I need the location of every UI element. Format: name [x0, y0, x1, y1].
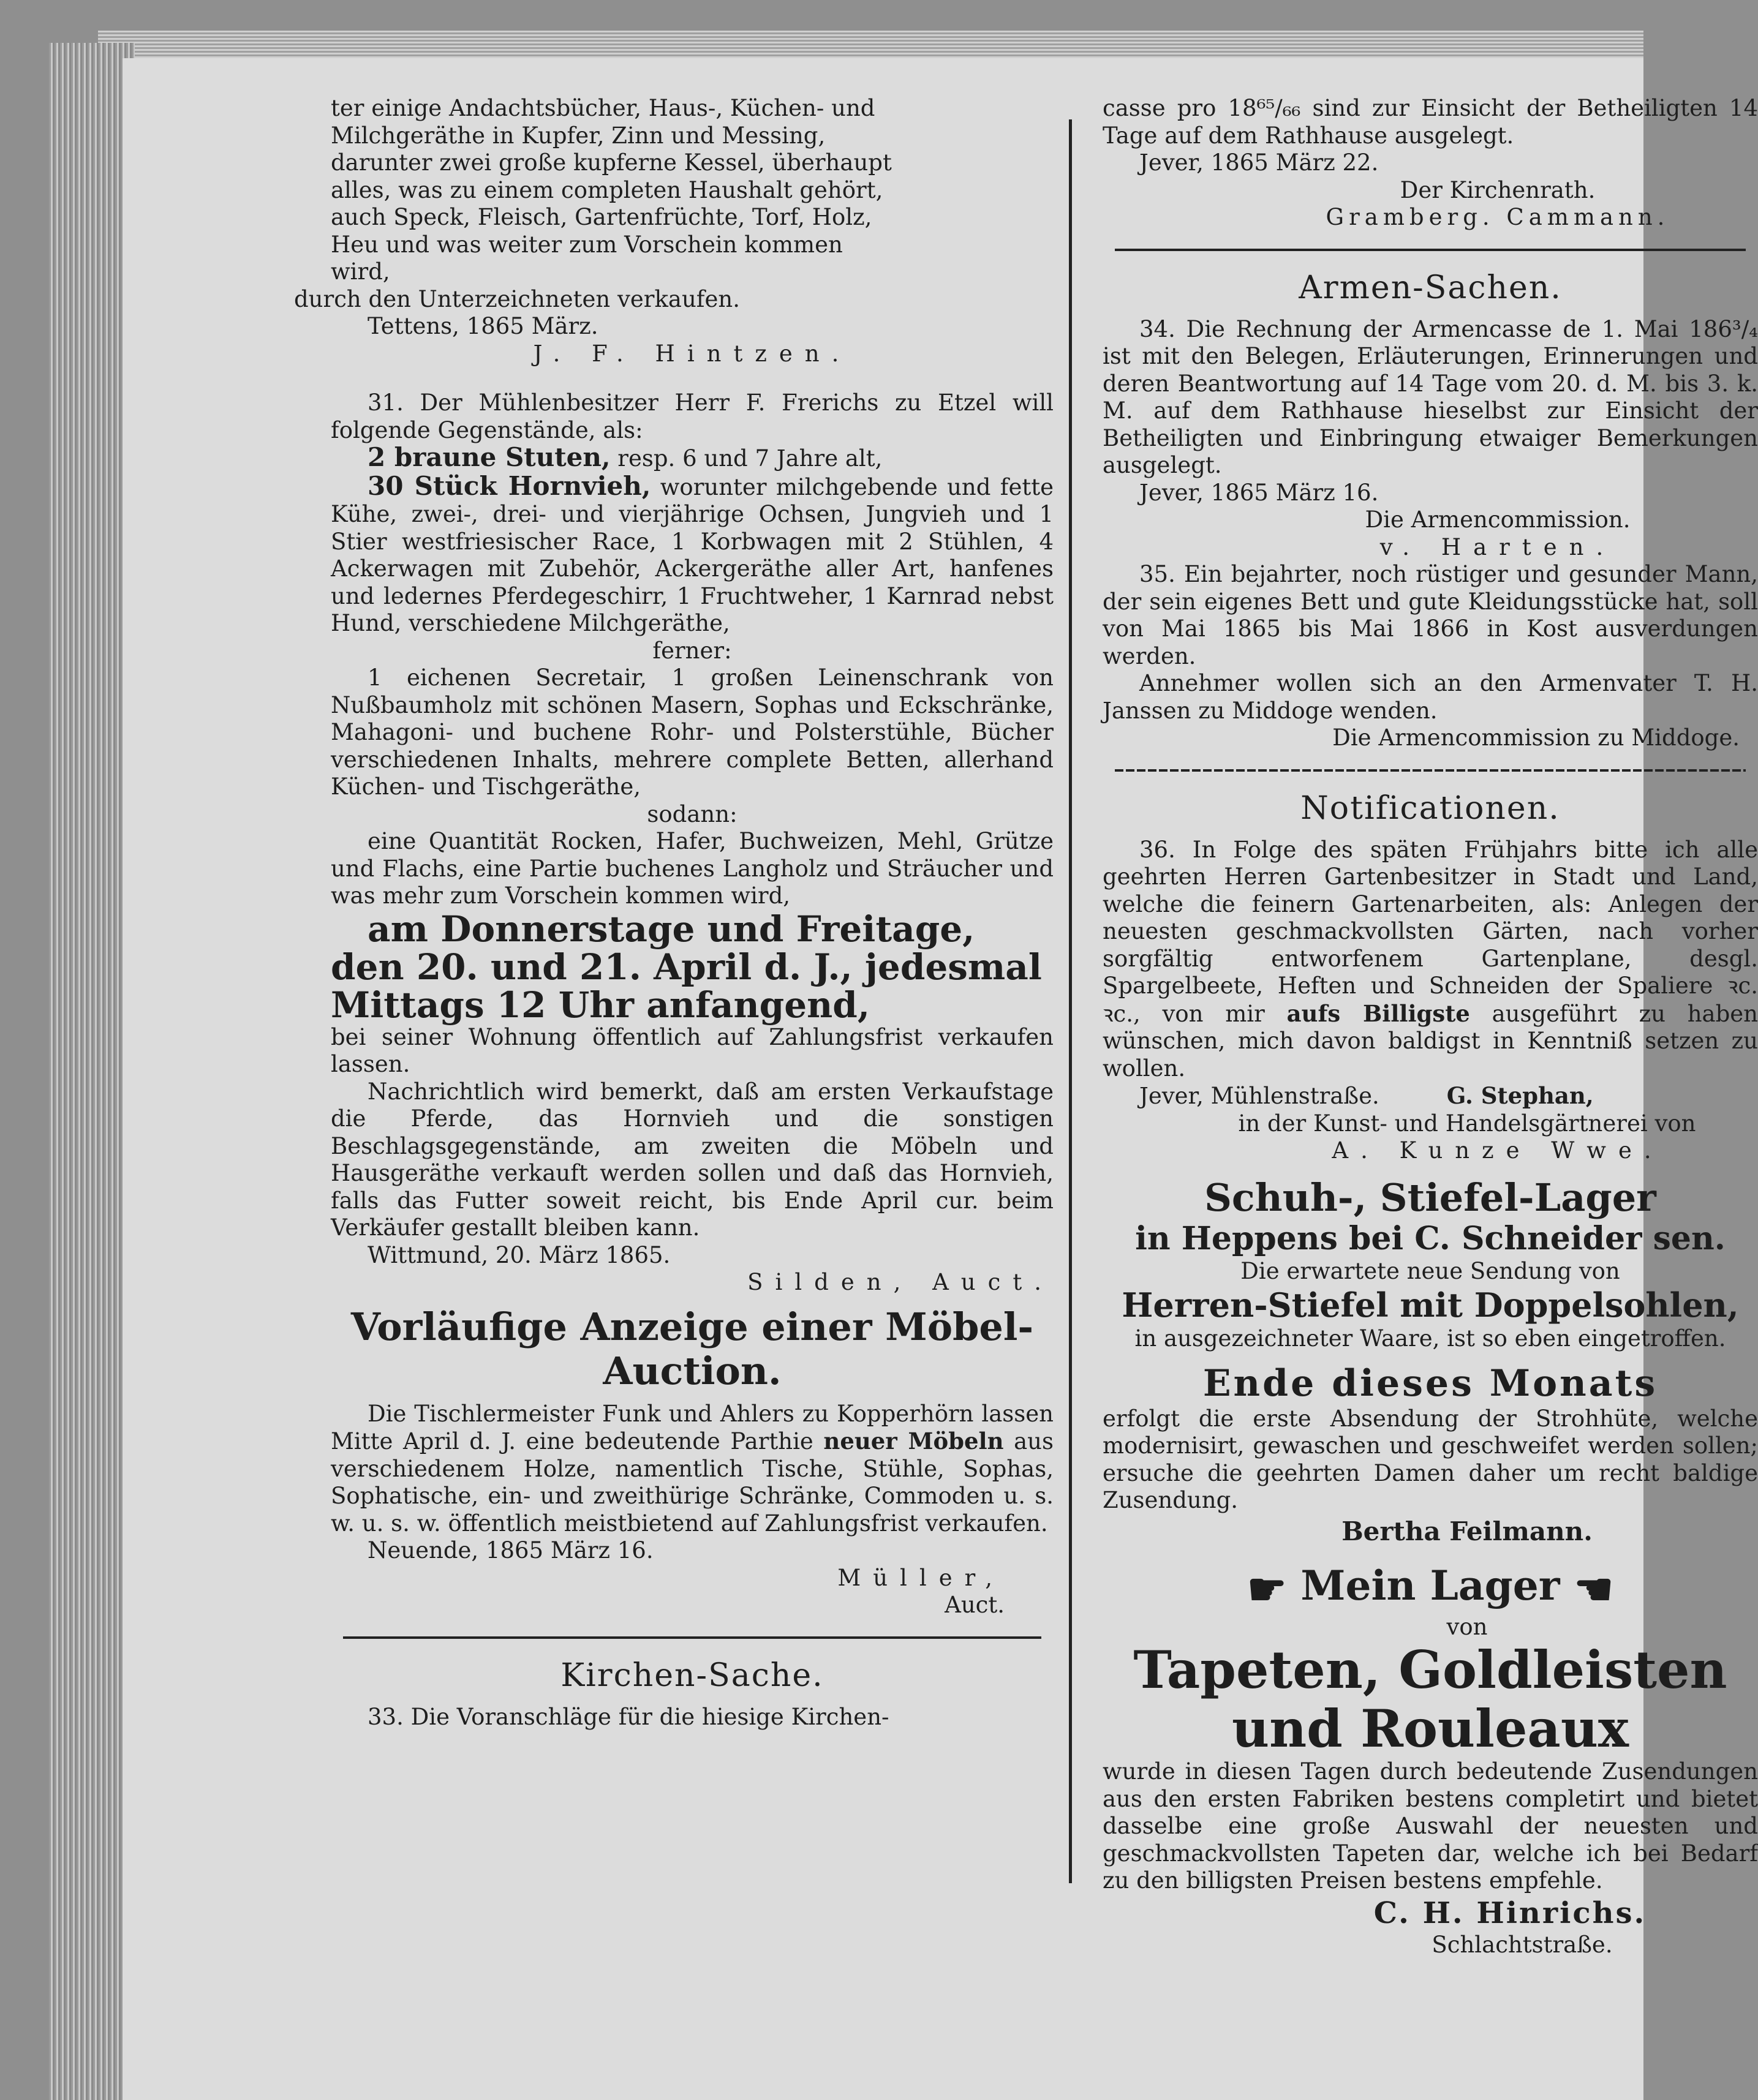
text-span: ausgeführt zu haben wünschen, mich davon baldigst in Kenntniß setzen zu wollen. [1103, 1000, 1758, 1082]
text-span: 36. In Folge des späten Frühjahrs bitte ich alle geehrten Herren Gartenbesitzer in Stadt und Land, welche die feinern Gartenarbeiten, als: Anlegen der neuesten geschmackvollsten Gärten, nach vorher sorgfältig entworfenem Gartenplane, desgl. Spargelbeete, Heften und Schneiden der Spaliere ꝛc. ꝛc., von mir [1103, 836, 1758, 1027]
bold-item: 30 Stück Hornvieh, [368, 470, 651, 501]
signature: C. H. Hinrichs. [1373, 1895, 1647, 1930]
address: Schlachtstraße. [1432, 1931, 1613, 1958]
bold-item: 2 braune Stuten, [368, 442, 611, 472]
subheading: sodann: [647, 800, 738, 827]
section-title: Kirchen-Sache. [560, 1657, 824, 1694]
schuh-ad [1103, 1176, 1758, 1353]
place-date: Neuende, 1865 März 16. [368, 1537, 654, 1564]
signature: Silden, Auct. [747, 1269, 1054, 1295]
ad-text: 1 eichenen Secretair, 1 großen Leinenschrank von Nußbaumholz mit schönen Masern, Sophas und Eckschränke, Mahagoni- und buchene Rohr- und Polsterstühle, Bücher verschiedenen Inhalts, mehrere complete Betten, allerhand Küchen- und Tischgeräthe, [331, 664, 1054, 800]
column-divider [1069, 119, 1072, 1883]
newspaper-page [123, 58, 1758, 2100]
ad-title: Schuh-, Stiefel-Lager [1204, 1175, 1656, 1220]
text-line: durch den Unterzeichneten verkaufen. [294, 285, 740, 312]
place-date: Jever, 1865 März 22. [1139, 149, 1379, 176]
ad-text: 35. Ein bejahrter, noch rüstiger und gesunder Mann, der sein eigenes Bett und gute Kleidungsstücke hat, soll von Mai 1865 bis Mai 1866 in Kost ausverdungen werden. [1103, 561, 1758, 669]
ad-text: bei seiner Wohnung öffentlich auf Zahlungsfrist verkaufen lassen. [331, 1023, 1054, 1077]
hinrichs-ad [1103, 1561, 1758, 1959]
signature: Auct. [945, 1592, 1005, 1618]
text-span: resp. 6 und 7 Jahre alt, [617, 445, 883, 472]
section-rule [343, 1636, 1041, 1639]
ad-title: Mein Lager [1300, 1561, 1560, 1609]
ad-title-row [1103, 1561, 1758, 1614]
signature: Bertha Feilmann. [1341, 1516, 1593, 1546]
right-column [1103, 95, 1758, 1959]
text-span: worunter milchgebende und fette Kühe, zwei-, drei- und vierjährige Ochsen, Jungvieh und 1 Stier westfriesischer Race, 1 Korbwagen mit 2 Stühlen, 4 Ackerwagen mit Zubehör, Ackergeräthe aller Art, hanfenes und ledernes Pferdegeschirr, 1 Fruchtweher, 1 Karnrad nebst Hund, verschiedene Milchgeräthe, [331, 473, 1054, 636]
subheading: ferner: [652, 637, 732, 664]
pointing-hand-right-icon: ☛ [1247, 1562, 1287, 1615]
signature: Gramberg. Cammann. [1326, 204, 1670, 230]
ad-text: von [1446, 1613, 1488, 1640]
ad-headline: und Rouleaux [1232, 1698, 1629, 1759]
continued-notice [294, 95, 1054, 367]
ad-intro: 31. Der Mühlenbesitzer Herr F. Frerichs zu Etzel will folgende Gegenstände, als: [331, 390, 1054, 443]
ad-highlight: Herren-Stiefel mit Doppelsohlen, [1122, 1285, 1739, 1325]
text-line: Milchgeräthe in Kupfer, Zinn und Messing, [331, 122, 826, 149]
ad-text: wurde in diesen Tagen durch bedeutende Zusendungen aus den ersten Fabriken bestens completirt und bietet dasselbe eine große Auswahl der neuesten und geschmackvollsten Tapeten dar, welche ich bei Bedarf zu den billigsten Preisen bestens empfehle. [1103, 1758, 1758, 1894]
signature: Müller, [837, 1564, 1005, 1591]
ad-title: Ende dieses Monats [1202, 1361, 1658, 1405]
left-column [294, 95, 1054, 1731]
bold-item: aufs Billigste [1286, 999, 1470, 1027]
signature: v. Harten. [1379, 533, 1616, 560]
book-page-edges [49, 43, 135, 2100]
text-span: Die Tischlermeister Funk und Ahlers zu Kopperhörn lassen Mitte April d. J. eine bedeutende Parthie [331, 1400, 1054, 1455]
ad-text: Die erwartete neue Sendung von [1240, 1257, 1620, 1284]
signature: G. Stephan, [1446, 1082, 1594, 1109]
text-span: Jever, Mühlenstraße. [1139, 1083, 1379, 1109]
place-date: Wittmund, 20. März 1865. [368, 1241, 671, 1268]
section-rule [1115, 769, 1746, 772]
ad-text: eine Quantität Rocken, Hafer, Buchweizen, Mehl, Grütze und Flachs, eine Partie buchenes Langholz und Sträucher und was mehr zum Vorschein kommen wird, [331, 828, 1054, 909]
ad-text: 33. Die Voranschläge für die hiesige Kirchen- [368, 1703, 889, 1730]
signature: J. F. Hintzen. [533, 340, 851, 367]
text-line: auch Speck, Fleisch, Gartenfrüchte, Torf, Holz, [331, 204, 872, 230]
ad-text: Annehmer wollen sich an den Armenvater T. H. Janssen zu Middoge wenden. [1103, 670, 1758, 724]
place-date [1103, 1082, 1758, 1110]
signature: Der Kirchenrath. [1400, 176, 1596, 203]
auction-dates: am Donnerstage und Freitage, den 20. und 21. April d. J., jedesmal Mittags 12 Uhr anfangend, [331, 908, 1042, 1026]
signature: Die Armencommission zu Middoge. [1332, 724, 1740, 751]
signature: A. Kunze Wwe. [1332, 1137, 1664, 1164]
signature: Die Armencommission. [1365, 506, 1631, 533]
ad-text: 34. Die Rechnung der Armencasse de 1. Mai 186³/₄ ist mit den Belegen, Erläuterungen, Erinnerungen und deren Beantwortung auf 14 Tage vom 20. d. M. bis 3. k. M. auf dem Rathhause hieselbst zur Einsicht der Betheiligten und Einbringung etwaiger Bemerkungen ausgelegt. [1103, 315, 1758, 478]
armen-section [1103, 268, 1758, 752]
ad-text: erfolgt die erste Absendung der Strohhüte, welche modernisirt, gewaschen und geschweifet werden sollen; ersuche die geehrten Damen daher um recht baldige Zusendung. [1103, 1405, 1758, 1513]
ad-text: in ausgezeichneter Waare, ist so eben eingetroffen. [1134, 1325, 1726, 1352]
place-date: Jever, 1865 März 16. [1139, 479, 1379, 506]
section-title: Armen-Sachen. [1299, 269, 1562, 306]
bold-item: neuer Möbeln [823, 1428, 1004, 1455]
ad-title: Vorläufige Anzeige einer Möbel-Auction. [350, 1304, 1034, 1393]
ad-note: Nachrichtlich wird bemerkt, daß am ersten Verkaufstage die Pferde, das Hornvieh und die sonstigen Beschlagsgegenstände, am zweiten die Möbeln und Hausgeräthe verkauft werden sollen und daß das Hornvieh, falls das Futter soweit reicht, bis Ende April cur. beim Verkäufer gestallt bleiben kann. [331, 1078, 1054, 1241]
ad-31 [331, 390, 1054, 1297]
section-rule [1115, 249, 1746, 251]
text-line: Heu und was weiter zum Vorschein kommen [331, 231, 843, 258]
kirchen-section [331, 1656, 1054, 1731]
notificationen-section [1103, 789, 1758, 1165]
place-date: Tettens, 1865 März. [368, 313, 598, 339]
kirchen-continued [1103, 95, 1758, 231]
text-line: alles, was zu einem completen Haushalt gehört, [331, 176, 883, 203]
text-span: aus verschiedenem Holze, namentlich Tische, Stühle, Sophas, Sophatische, ein- und zweithürige Schränke, Commoden u. s. w. u. s. w. öffentlich meistbietend auf Zahlungsfrist verkaufen. [331, 1428, 1054, 1537]
text-line: darunter zwei große kupferne Kessel, überhaupt [331, 149, 892, 176]
ad-text: casse pro 18⁶⁵/₆₆ sind zur Einsicht der Betheiligten 14 Tage auf dem Rathhause ausgelegt. [1103, 95, 1758, 149]
text-line: ter einige Andachtsbücher, Haus-, Küchen- und [331, 95, 875, 121]
section-title: Notificationen. [1300, 789, 1560, 827]
signature: in der Kunst- und Handelsgärtnerei von [1238, 1110, 1696, 1137]
pointing-hand-left-icon: ☚ [1574, 1562, 1614, 1615]
moebel-auction-ad [331, 1305, 1054, 1619]
ad-headline: Tapeten, Goldleisten [1133, 1639, 1727, 1700]
feilmann-ad [1103, 1361, 1758, 1549]
ad-subtitle: in Heppens bei C. Schneider sen. [1135, 1219, 1726, 1257]
text-line: wird, [331, 258, 390, 285]
